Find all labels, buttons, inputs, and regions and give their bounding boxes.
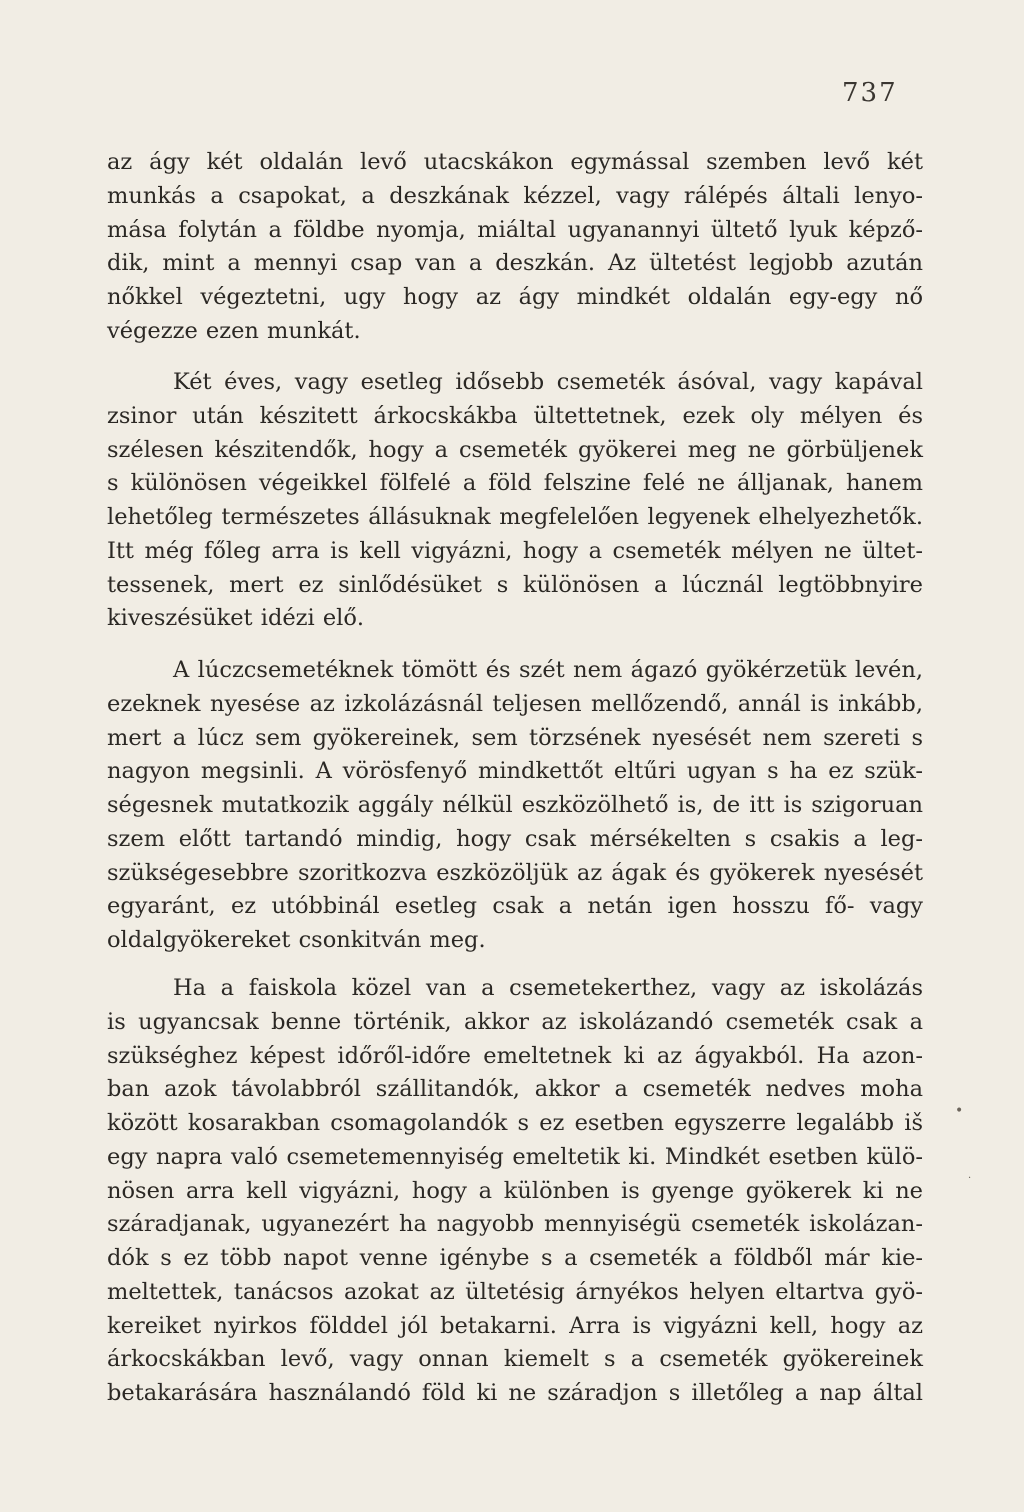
text-line: dik, mint a mennyi csap van a deszkán. Az ültetést legjobb azután xyxy=(107,250,923,277)
text-line: az ágy két oldalán levő utacskákon egymással szemben levő két xyxy=(107,149,923,175)
text-line: között kosarakban csomagolandók s ez esetben egyszerre legalább iš xyxy=(107,1110,923,1136)
text-line: mása folytán a földbe nyomja, miáltal ugyanannyi ültető lyuk képző- xyxy=(107,216,923,243)
text-line: ezeknek nyesése az izkolázásnál teljesen mellőzendő, annál is inkább, xyxy=(107,690,923,717)
text-line: ban azok távolabbról szállitandók, akkor a csemeték nedves moha xyxy=(107,1076,923,1103)
text-line: betakarására használandó föld ki ne száradjon s illetőleg a nap által xyxy=(107,1380,923,1406)
text-line: kiveszésüket idézi elő. xyxy=(107,605,365,632)
text-line: oldalgyökereket csonkitván meg. xyxy=(107,927,486,953)
text-line: meltettek, tanácsos azokat az ültetésig árnyékos helyen eltartva gyö- xyxy=(107,1278,923,1305)
text-line: lehetőleg természetes állásuknak megfelelően legyenek elhelyezhetők. xyxy=(107,504,923,530)
text-line: egyaránt, ez utóbbinál esetleg csak a netán igen hosszu fő- vagy xyxy=(107,893,923,920)
text-line: munkás a csapokat, a deszkának kézzel, vagy rálépés általi lenyo- xyxy=(107,182,923,209)
text-line: szélesen készitendők, hogy a csemeték gyökerei meg ne görbüljenek xyxy=(107,436,923,463)
paragraph-1 xyxy=(107,146,923,349)
text-line: szükséghez képest időről-időre emeltetnek ki az ágyakból. Ha azon- xyxy=(107,1042,923,1069)
text-line: nőkkel végeztetni, ugy hogy az ágy mindkét oldalán egy-egy nő xyxy=(107,284,923,310)
text-line: zsinor után készitett árkocskákba ültettetnek, ezek oly mélyen és xyxy=(107,402,923,429)
text-line: végezze ezen munkát. xyxy=(107,317,361,344)
paragraph-3 xyxy=(107,654,923,958)
text-line: száradjanak, ugyanezért ha nagyobb mennyiségü csemeték iskolázan- xyxy=(107,1211,923,1238)
page-number: 737 xyxy=(842,78,898,108)
text-line: s különösen végeikkel fölfelé a föld felszine felé ne álljanak, hanem xyxy=(107,470,923,497)
text-line: tessenek, mert ez sinlődésüket s különösen a lúcznál legtöbbnyire xyxy=(107,571,923,598)
text-line: Itt még főleg arra is kell vigyázni, hogy a csemeték mélyen ne ültet- xyxy=(107,537,923,564)
text-line: Két éves, vagy esetleg idősebb csemeték ásóval, vagy kapával xyxy=(173,369,923,395)
margin-speck-mark: · xyxy=(968,1173,972,1184)
text-line: Ha a faiskola közel van a csemetekerthez, vagy az iskolázás xyxy=(173,975,923,1001)
paragraph-4 xyxy=(107,972,923,1411)
margin-speck-mark: • xyxy=(955,1103,964,1119)
text-line: nösen arra kell vigyázni, hogy a különben is gyenge gyökerek ki ne xyxy=(107,1177,923,1204)
text-line: ségesnek mutatkozik aggály nélkül eszközölhető is, de itt is szigoruan xyxy=(107,792,923,818)
text-line: dók s ez több napot venne igénybe s a csemeték a földből már kie- xyxy=(107,1245,923,1271)
text-line: szükségesebbre szoritkozva eszközöljük az ágak és gyökerek nyesését xyxy=(107,859,923,886)
text-line: A lúczcsemetéknek tömött és szét nem ágazó gyökérzetük levén, xyxy=(173,657,923,683)
text-line: kereiket nyirkos földdel jól betakarni. Arra is vigyázni kell, hogy az xyxy=(107,1312,923,1339)
text-line: szem előtt tartandó mindig, hogy csak mérsékelten s csakis a leg- xyxy=(107,825,923,852)
text-line: is ugyancsak benne történik, akkor az iskolázandó csemeték csak a xyxy=(107,1008,923,1035)
paragraph-2 xyxy=(107,366,923,636)
text-line: nagyon megsinli. A vörösfenyő mindkettőt eltűri ugyan s ha ez szük- xyxy=(107,758,923,785)
text-line: árkocskákban levő, vagy onnan kiemelt s a csemeték gyökereinek xyxy=(107,1346,923,1373)
text-line: mert a lúcz sem gyökereinek, sem törzsének nyesését nem szereti s xyxy=(107,724,923,751)
text-line: egy napra való csemetemennyiség emeltetik ki. Mindkét esetben külö- xyxy=(107,1143,923,1170)
